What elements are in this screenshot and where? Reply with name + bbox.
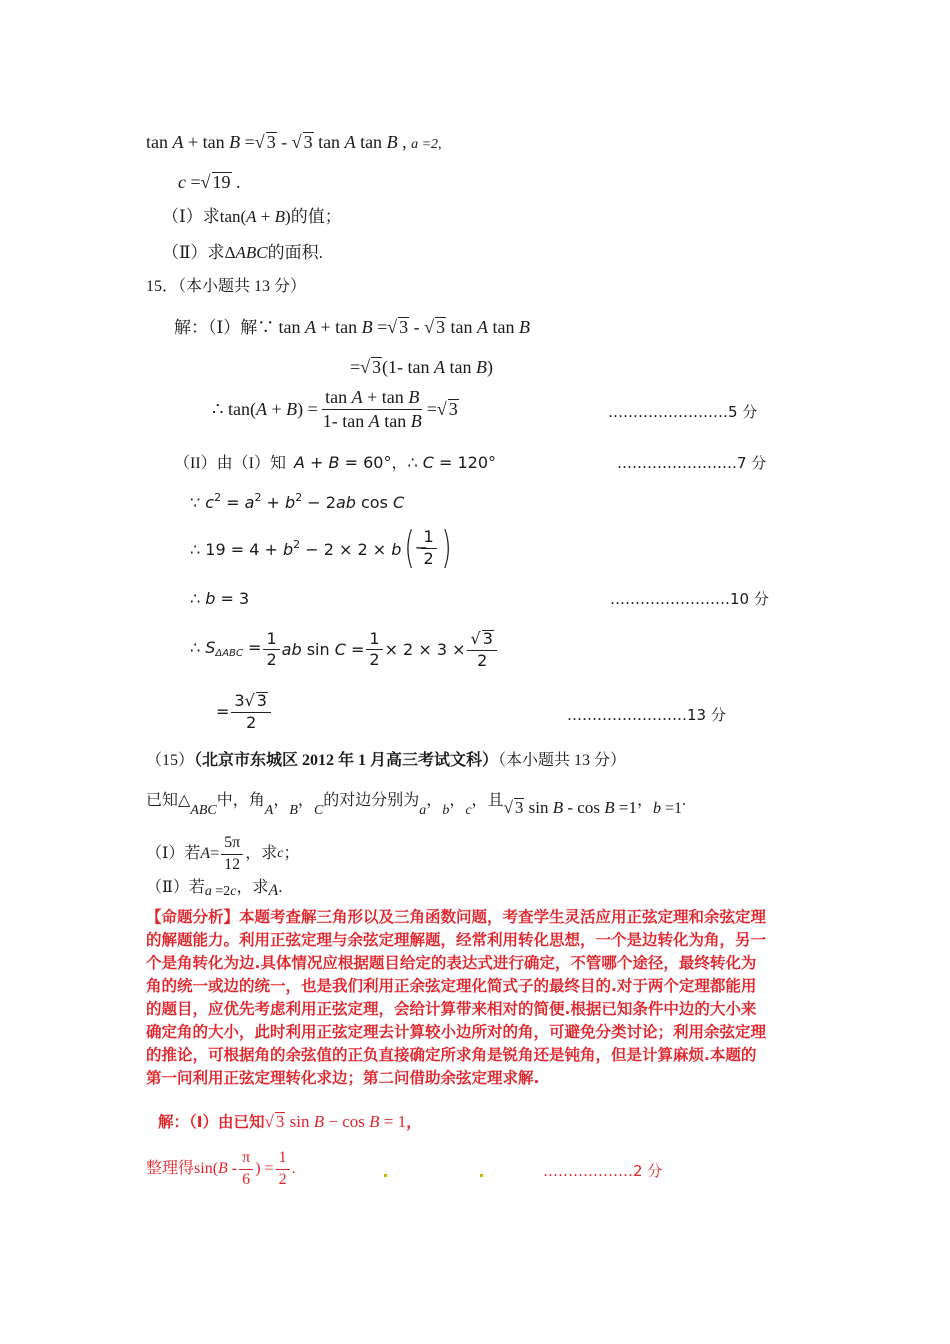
area-result: = $\frac{3√ 3}{2}$ — [216, 692, 273, 732]
problem2-q1: （Ⅰ）若 A = $\frac{5\pi}{12}$ ，求 c ； — [146, 834, 300, 873]
solution-part1-line1: 解：（Ⅰ）解∵ tan A + tan B =√ 3 - √ 3 tan A tan B — [174, 317, 531, 337]
analysis-line-4: 角的统一或边的统一，也是我们利用正余弦定理化简式子的最终目的.对于两个定理都能用 — [146, 977, 757, 995]
analysis-line-6: 确定角的大小，此时利用正弦定理去计算较小边所对的角，可避免分类讨论；利用余弦定理 — [146, 1023, 767, 1041]
solution2-start: 解：（Ⅰ）由已知√ 3 sin B − cos B = 1， — [158, 1112, 422, 1131]
solution-header: 15．（本小题共 13 分） — [146, 278, 307, 295]
cosine-substitution: ∴ $19 = 4 + b^2 - 2 \times 2 \times b$ ( $\frac{1}{2}$ − ) — [190, 522, 452, 573]
problem2-q2: （Ⅱ）若a =2c，求A. — [146, 879, 283, 899]
area-formula: ∴ $S_{\Delta ABC}$ = $\frac{1}{2}$ ab sin C = $\frac{1}{2}$ × 2 × 3 × $\frac{√ 3}{2}$ — [190, 630, 499, 670]
question-1: （Ⅰ）求tan(A + B)的值； — [162, 207, 342, 226]
given-a: a =2, — [411, 137, 442, 152]
solution-part2-line1: （II）由（I）知 A + B = 60°，∴ C = 120° — [174, 453, 497, 472]
score-7: ……………………7 分 — [617, 454, 767, 472]
score-5: ……………………5 分 — [608, 403, 758, 421]
question-2: （Ⅱ）求ΔABC的面积. — [162, 243, 323, 262]
score-10: ……………………10 分 — [610, 590, 769, 608]
score-2: ………………2 分 — [543, 1162, 663, 1180]
marker-dot — [480, 1174, 483, 1177]
solution-part1-result: ∴ tan(A + B) = $\frac{\text{tan A + tan B}}{\text{1- tan A tan B}}$ =√ 3 — [212, 387, 458, 431]
problem2-header: （15）（北京市东城区 2012 年 1 月高三考试文科）（本小题共 13 分） — [146, 752, 627, 769]
solution2-rearranged: 整理得 sin(B - $\frac{\pi}{6}$ ) = $\frac{1}{2}$ . — [146, 1149, 296, 1188]
analysis-line-2: 的解题能力。利用正弦定理与余弦定理解题，经常利用转化思想，一个是边转化为角，另一 — [146, 931, 767, 949]
problem2-statement: 已知△ABC中，角A，B，C的对边分别为a，b，c，且√ 3 sin B - cos B =1，b =1. — [146, 792, 686, 818]
score-13: ……………………13 分 — [567, 706, 726, 724]
b-equals-3: ∴ b = 3 — [190, 589, 250, 608]
marker-dot — [384, 1174, 387, 1177]
cosine-law: ∵ $c^2 = a^2 + b^2 - 2ab$ cos C — [190, 491, 405, 512]
analysis-line-5: 的题目，应优先考虑利用正弦定理，会给计算带来相对的简便.根据已知条件中边的大小来 — [146, 1000, 757, 1018]
analysis-line-8: 第一问利用正弦定理转化求边；第二问借助余弦定理求解. — [146, 1069, 540, 1087]
analysis-line-7: 的推论，可根据角的余弦值的正负直接确定所求角是锐角还是钝角，但是计算麻烦.本题的 — [146, 1046, 757, 1064]
solution-part1-line2: =√ 3(1- tan A tan B) — [350, 357, 494, 377]
analysis-line-3: 个是角转化为边.具体情况应根据题目给定的表达式进行确定，不管哪个途径，最终转化为 — [146, 954, 757, 972]
given-equation: tan A + tan B =√ 3 - √ 3 tan A tan B , a =2, — [146, 132, 442, 152]
given-c: c =√ 19 . — [178, 172, 241, 192]
analysis-line-1: 【命题分析】本题考查解三角形以及三角函数问题，考查学生灵活应用正弦定理和余弦定理 — [146, 908, 767, 926]
